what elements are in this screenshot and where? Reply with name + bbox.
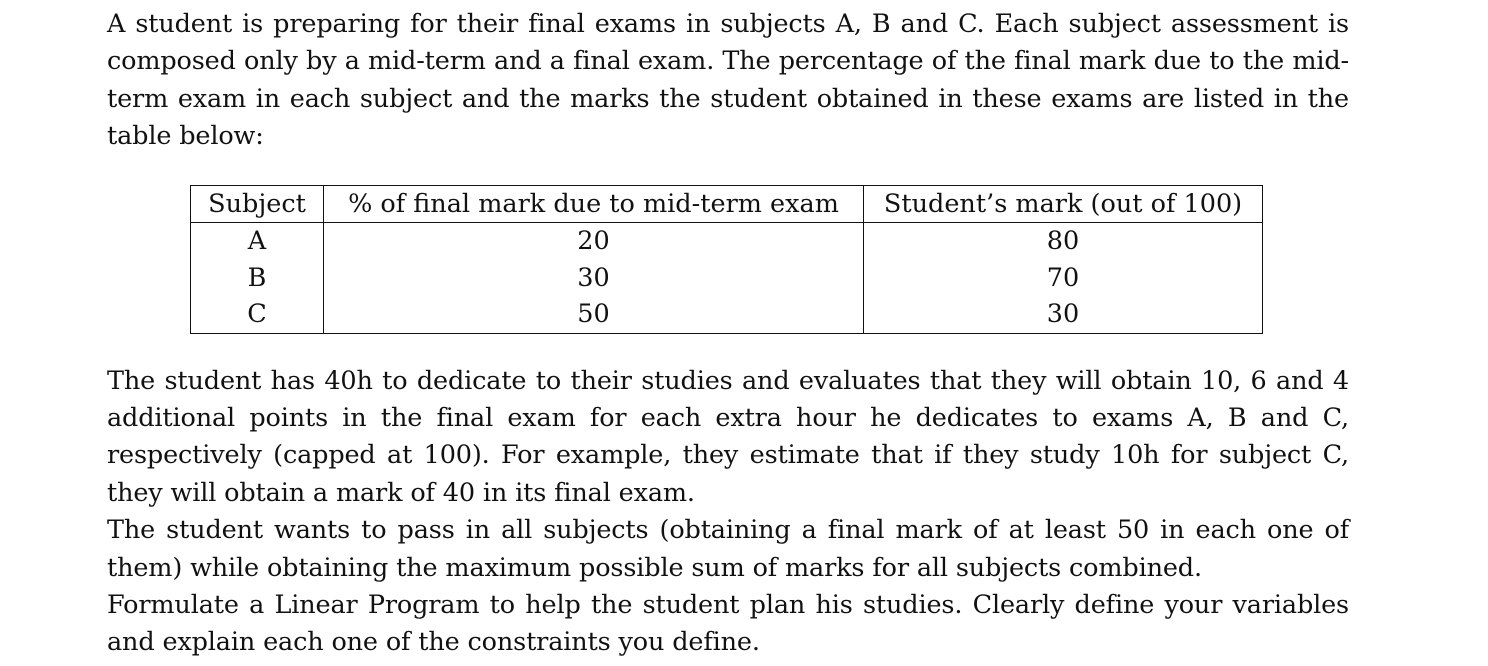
cell-subject: B — [191, 260, 324, 297]
header-student-mark: Student’s mark (out of 100) — [864, 185, 1263, 223]
task-paragraph: Formulate a Linear Program to help the student plan his studies. Clearly define your variables and explain each one of the constraints you define. — [107, 590, 1349, 658]
table-row — [191, 260, 1263, 297]
cell-student-mark: 80 — [864, 223, 1263, 260]
table-header-row — [191, 185, 1263, 223]
cell-midterm-percentage: 50 — [324, 296, 864, 333]
problem-statement — [107, 6, 1349, 662]
header-midterm-percentage: % of final mark due to mid-term exam — [324, 185, 864, 223]
marks-table — [190, 185, 1263, 334]
table-row — [191, 223, 1263, 260]
marks-table-container — [190, 185, 1349, 334]
intro-paragraph: A student is preparing for their final exams in subjects A, B and C. Each subject assessment is composed only by a mid-term and a final exam. The percentage of the final mark due to the mid-term exam in each subject and the marks the student obtained in these exams are listed in the table below: — [107, 9, 1349, 152]
cell-subject: A — [191, 223, 324, 260]
hours-paragraph: The student has 40h to dedicate to their studies and evaluates that they will obtain 10, 6 and 4 additional points in the final exam for each extra hour he dedicates to exams A, B and C, respectively (capped at 100). For example, they estimate that if they study 10h for subject C, they will obtain a mark of 40 in its final exam. — [107, 365, 1349, 508]
cell-student-mark: 30 — [864, 296, 1263, 333]
cell-student-mark: 70 — [864, 260, 1263, 297]
cell-midterm-percentage: 20 — [324, 223, 864, 260]
table-row — [191, 296, 1263, 333]
cell-midterm-percentage: 30 — [324, 260, 864, 297]
header-subject: Subject — [191, 185, 324, 223]
cell-subject: C — [191, 296, 324, 333]
goal-paragraph: The student wants to pass in all subjects (obtaining a final mark of at least 50 in each one of them) while obtaining the maximum possible sum of marks for all subjects combined. — [107, 515, 1349, 583]
